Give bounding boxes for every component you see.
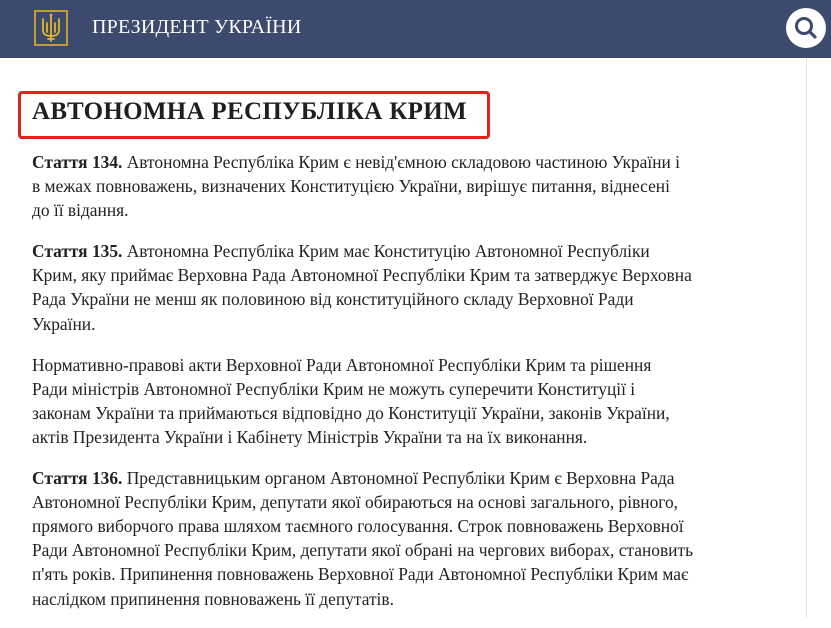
paragraph-text: Рада України не менш як половиною від конституційного складу Верховної Ради bbox=[32, 289, 634, 310]
paragraph-line bbox=[32, 174, 790, 198]
paragraph-line bbox=[32, 562, 790, 586]
paragraph-line bbox=[32, 287, 790, 311]
paragraph-line bbox=[32, 198, 790, 222]
trident-emblem-icon[interactable] bbox=[34, 10, 68, 46]
article-number: Стаття 135. bbox=[32, 241, 123, 262]
paragraph-text: до її відання. bbox=[32, 200, 129, 221]
paragraph-text: Автономна Республіка Крим має Конституцію Автономної Республіки bbox=[122, 241, 650, 262]
paragraph-line bbox=[32, 538, 790, 562]
paragraph-text: законам України та приймаються відповідно до Конституції України, законів України, bbox=[32, 402, 670, 423]
content-divider bbox=[806, 58, 807, 618]
paragraph-text: Ради міністрів Автономної Республіки Крим не можуть суперечити Конституції і bbox=[32, 378, 636, 399]
paragraph-line bbox=[32, 353, 790, 377]
paragraph-line bbox=[32, 514, 790, 538]
paragraph-line bbox=[32, 263, 790, 287]
paragraph bbox=[32, 150, 790, 222]
paragraph-text: Крим, яку приймає Верховна Рада Автономної Республіки Крим та затверджує Верховна bbox=[32, 265, 692, 286]
paragraph-line bbox=[32, 490, 790, 514]
paragraph-line bbox=[32, 312, 790, 336]
paragraph-text: в межах повноважень, визначених Конституцією України, вирішує питання, віднесені bbox=[32, 176, 670, 197]
paragraph-line bbox=[32, 425, 790, 449]
paragraph-text: Ради Автономної Республіки Крим, депутати якої обрані на чергових виборах, становить bbox=[32, 540, 694, 561]
paragraph-line bbox=[32, 401, 790, 425]
paragraph-line bbox=[32, 587, 790, 611]
paragraph-text: Автономної Республіки Крим, депутати якої обираються на основі загального, рівного, bbox=[32, 492, 679, 513]
article-number: Стаття 136. bbox=[32, 468, 123, 489]
paragraph-text: п'ять років. Припинення повноважень Верховної Ради Автономної Республіки Крим має bbox=[32, 564, 689, 585]
paragraph-line bbox=[32, 150, 790, 174]
top-navigation-bar bbox=[0, 0, 831, 58]
paragraph bbox=[32, 466, 790, 611]
search-button[interactable] bbox=[786, 8, 826, 48]
paragraph-line bbox=[32, 466, 790, 490]
paragraph-text: України. bbox=[32, 313, 96, 334]
paragraph-text: Нормативно-правові акти Верховної Ради Автономної Республіки Крим та рішення bbox=[32, 354, 652, 375]
article-content bbox=[32, 150, 790, 628]
article-number: Стаття 134. bbox=[32, 152, 123, 172]
paragraph-text: наслідком припинення повноважень її депутатів. bbox=[32, 588, 394, 609]
paragraph-text: прямого виборчого права шляхом таємного голосування. Строк повноважень Верховної bbox=[32, 516, 684, 537]
paragraph-line bbox=[32, 377, 790, 401]
paragraph-text: актів Президента України і Кабінету Міністрів України та на їх виконання. bbox=[32, 426, 588, 447]
search-icon bbox=[786, 8, 826, 48]
paragraph-text: Представницьким органом Автономної Республіки Крим є Верховна Рада bbox=[122, 468, 675, 489]
paragraph bbox=[32, 353, 790, 449]
paragraph-line bbox=[32, 239, 790, 263]
site-title[interactable]: ПРЕЗИДЕНТ УКРАЇНИ bbox=[92, 16, 302, 38]
paragraph-text: Автономна Республіка Крим є невід'ємною складовою частиною України і bbox=[122, 152, 681, 172]
paragraph bbox=[32, 239, 790, 335]
page-title: АВТОНОМНА РЕСПУБЛІКА КРИМ bbox=[32, 98, 467, 125]
